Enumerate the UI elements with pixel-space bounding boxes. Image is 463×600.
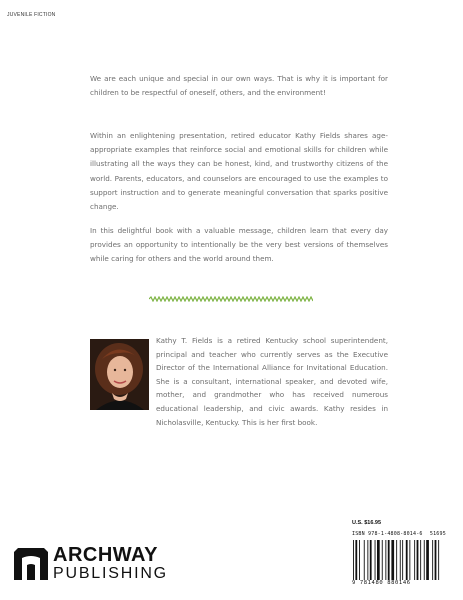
barcode-bar [432, 540, 433, 580]
barcode-bar [406, 540, 408, 580]
barcode-bar [414, 540, 415, 580]
publisher-name [53, 546, 168, 583]
barcode-bar [435, 540, 437, 580]
barcode-bar [409, 540, 410, 580]
barcode-bar [391, 540, 394, 580]
barcode-bar [424, 540, 425, 580]
author-photo [90, 339, 149, 410]
isbn-addon: 51695 [429, 531, 446, 537]
barcode-bar [400, 540, 401, 580]
barcode-bar [396, 540, 397, 580]
decorative-divider [149, 296, 313, 302]
barcode-bar [388, 540, 390, 580]
barcode-bar [364, 540, 365, 580]
barcode-bar [417, 540, 419, 580]
barcode-bar [355, 540, 357, 580]
barcode-bar [426, 540, 429, 580]
isbn-number [352, 531, 446, 537]
archway-logo-icon [14, 548, 48, 580]
price-label: U.S. $16.95 [352, 520, 382, 526]
description-paragraph-1: We are each unique and special in our own ways. That is why it is important for children to be respectful of oneself, others, and the environment! [90, 74, 388, 98]
publisher-line-1: ARCHWAY [53, 544, 158, 566]
barcode-bar [438, 540, 439, 580]
barcode-bar [382, 540, 383, 580]
barcode-bars [352, 540, 450, 580]
genre-label: JUVENILE FICTION [7, 12, 56, 18]
isbn-text: ISBN 978-1-4808-8014-6 [352, 531, 423, 537]
barcode-bar [359, 540, 360, 580]
description-paragraph-2: Within an enlightening presentation, retired educator Kathy Fields shares age-appropriate examples that reinforce social and emotional skills for children while illustrating all the ways they can be honest, kind, and trustworthy citizens of the world. Parents, educators, and counselors are encouraged to use the examples to support instruction and to generate meaningful conversation that sparks positive change. [90, 131, 388, 212]
description-paragraph-3: In this delightful book with a valuable message, children learn that every day provides an opportunity to intentionally be the very best versions of themselves while caring for others and the world around them. [90, 226, 388, 264]
barcode-bar [375, 540, 376, 580]
barcode-bar [353, 540, 354, 580]
barcode-bar [402, 540, 403, 580]
barcode-bar [420, 540, 421, 580]
barcode-digits: 9 781480 880146 [352, 580, 411, 586]
publisher-line-2: PUBLISHING [53, 565, 168, 582]
barcode-bar [367, 540, 368, 580]
barcode-bar [370, 540, 372, 580]
barcode-bar [385, 540, 386, 580]
isbn-barcode [352, 531, 450, 589]
barcode-bar [377, 540, 380, 580]
author-bio: Kathy T. Fields is a retired Kentucky school superintendent, principal and teacher who currently serves as the Executive Director of the International Alliance for Invitational Education. She is a consultant, international speaker, and devoted wife, mother, and grandmother who has received numerous educational leadership, and civic awards. Kathy resides in Nicholasville, Kentucky. This is her first book. [156, 336, 388, 427]
